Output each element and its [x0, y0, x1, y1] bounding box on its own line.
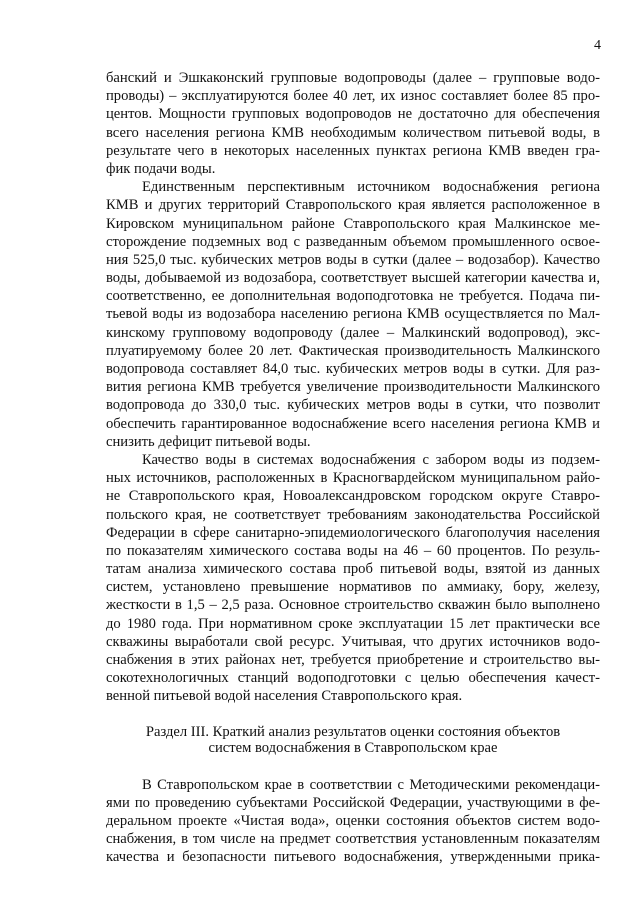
text-line: татам анализа химического состава проб питьевой воды, взятой из данных — [106, 561, 600, 578]
text-line: всего населения региона КМВ необходимым количеством питьевой воды, в — [106, 124, 600, 141]
text-line: снизить дефицит питьевой воды. — [106, 433, 311, 450]
paragraph-4 — [106, 776, 600, 867]
text-line: снабжения, в том числе на предмет соответствия установленным показателям — [106, 831, 600, 848]
text-line: качества и безопасности питьевого водоснабжения, утвержденными прика- — [106, 849, 600, 866]
text-line: водопровода составляет 84,0 тыс. кубических метров воды в сутки. Для раз- — [106, 361, 600, 377]
section-heading — [106, 724, 600, 756]
text-line: кинскому групповому водопроводу (далее – Малкинский водопровод), экс- — [106, 324, 600, 341]
text-line: ных источников, расположенных в Красногвардейском муниципальном райо- — [106, 470, 600, 487]
text-line: проводы) – эксплуатируются более 40 лет, их износ составляет более 85 про- — [106, 88, 600, 105]
text-line: до 1980 года. При нормативном сроке эксплуатации 15 лет практически все — [106, 615, 600, 632]
text-line: КМВ и других территорий Ставропольского края является расположенное в — [106, 197, 600, 214]
text-line: жесткости в 1,5 – 2,5 раза. Основное строительство скважин было выполнено — [106, 597, 600, 614]
text-line: воды, добываемой из водозабора, соответствует высшей категории качества и, — [106, 270, 600, 287]
section-heading-line-2: систем водоснабжения в Ставропольском крае — [208, 739, 498, 756]
text-line: обеспечить гарантированное водоснабжение всего населения региона КМВ и — [106, 415, 600, 432]
text-line: систем, установлено превышение нормативов по аммиаку, бору, железу, — [106, 579, 600, 596]
text-line: результате чего в некоторых населенных пунктах региона КМВ введен гра- — [106, 142, 600, 159]
section-heading-line-1: Раздел III. Краткий анализ результатов оценки состояния объектов — [145, 723, 561, 740]
text-line: деральном проекте «Чистая вода», оценки состояния объектов систем водо- — [106, 812, 600, 829]
page-number: 4 — [594, 38, 601, 53]
text-line: сокотехнологичных станций водоподготовки с целью обеспечения качест- — [106, 670, 600, 687]
text-line: ния 525,0 тыс. кубических метров воды в сутки (далее – водозабор). Качество — [106, 251, 600, 268]
text-line: В Ставропольском крае в соответствии с Методическими рекомендаци- — [142, 776, 600, 793]
text-line: Кировском муниципальном районе Ставропольского края Малкинское ме- — [106, 215, 600, 232]
text-line: сторождение подземных вод с разведанным объемом промышленного освое- — [106, 233, 600, 250]
paragraph-1 — [106, 69, 600, 178]
paragraph-2 — [106, 178, 600, 451]
text-line: банский и Эшкаконский групповые водопроводы (далее – групповые водо- — [106, 70, 600, 86]
text-line: тьевой воды из водозабора населению региона КМВ осуществляется по Мал- — [106, 306, 600, 323]
text-line: плуатируемому более 20 лет. Фактическая производительность Малкинского — [106, 342, 600, 359]
text-line: водопровода до 330,0 тыс. кубических метров воды в сутки, что позволит — [106, 397, 600, 414]
text-line: центов. Мощности групповых водопроводов не достаточно для обеспечения — [106, 106, 600, 123]
text-line: Федерации в сфере санитарно-эпидемиологического благополучия населения — [106, 524, 600, 541]
paragraph-3 — [106, 451, 600, 706]
text-line: снабжения в этих районах нет, требуется приобретение и строительство вы- — [106, 652, 600, 668]
text-line: Единственным перспективным источником водоснабжения региона — [142, 179, 600, 196]
text-line: польского края, не соответствует требованиям законодательства Российской — [106, 506, 600, 523]
document-body — [106, 69, 600, 867]
text-line: скважины выработали свой ресурс. Учитывая, что других источников водо- — [106, 633, 600, 650]
text-line: фик подачи воды. — [106, 160, 216, 177]
text-line: венной питьевой водой населения Ставропольского края. — [106, 688, 463, 705]
text-line: ями по проведению субъектами Российской Федерации, участвующими в фе- — [106, 794, 600, 811]
text-line: по показателям химического состава воды на 46 – 60 процентов. По резуль- — [106, 542, 600, 559]
text-line: вития региона КМВ требуется увеличение производительности Малкинского — [106, 379, 600, 396]
text-line: не Ставропольского края, Новоалександровском городском округе Ставро- — [106, 488, 600, 505]
text-line: соответственно, ее дополнительная водоподготовка не требуется. Подача пи- — [106, 288, 600, 305]
text-line: Качество воды в системах водоснабжения с забором воды из подзем- — [142, 451, 600, 468]
